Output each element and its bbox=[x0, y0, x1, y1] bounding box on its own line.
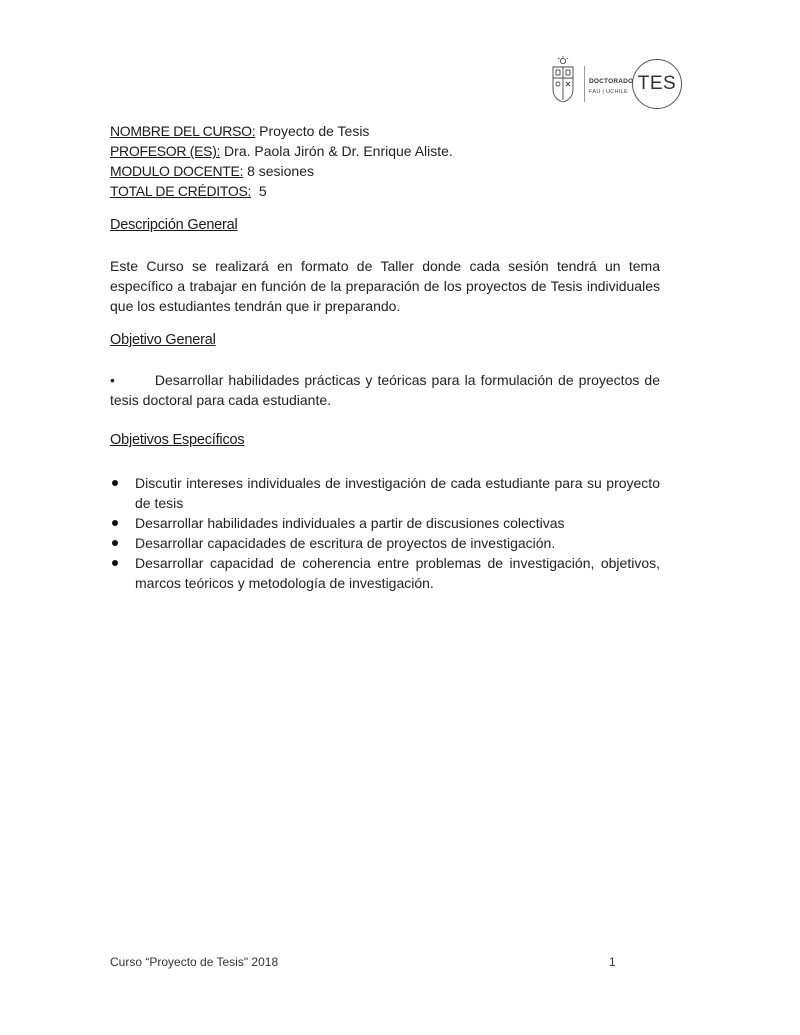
logo-institution: FAU | UCHILE bbox=[589, 89, 628, 95]
bullet-icon bbox=[112, 520, 118, 526]
professor-row bbox=[110, 141, 453, 161]
tes-badge bbox=[632, 59, 682, 109]
course-name-label: NOMBRE DEL CURSO: bbox=[110, 123, 256, 139]
credits-value: 5 bbox=[251, 183, 267, 199]
page-number: 1 bbox=[609, 955, 616, 969]
list-item bbox=[110, 553, 660, 593]
specific-objectives-heading: Objetivos Específicos bbox=[110, 432, 245, 448]
bullet-icon bbox=[112, 560, 118, 566]
doctorado-logo bbox=[548, 56, 684, 114]
course-name-value: Proyecto de Tesis bbox=[255, 123, 370, 139]
module-label: MODULO DOCENTE: bbox=[110, 163, 244, 179]
logo-program-name: DOCTORADO bbox=[589, 78, 634, 85]
general-description-text: Este Curso se realizará en formato de Taller donde cada sesión tendrá un tema específico a trabajar en función de la preparación de los proyectos de Tesis individuales que los estudiantes tendrán que ir preparando. bbox=[110, 258, 660, 314]
footer-course-title: Curso “Proyecto de Tesis" 2018 bbox=[110, 955, 279, 969]
module-row bbox=[110, 161, 453, 181]
general-objective-heading: Objetivo General bbox=[110, 332, 216, 348]
list-item-text: Desarrollar capacidades de escritura de proyectos de investigación. bbox=[135, 535, 556, 551]
list-item-text: Desarrollar habilidades individuales a partir de discusiones colectivas bbox=[135, 515, 565, 531]
list-item bbox=[110, 473, 660, 513]
logo-divider bbox=[584, 66, 585, 102]
general-objective-text: Desarrollar habilidades prácticas y teóricas para la formulación de proyectos de tesis doctoral para cada estudiante. bbox=[110, 372, 660, 408]
professor-value: Dra. Paola Jirón & Dr. Enrique Aliste. bbox=[220, 143, 453, 159]
list-item bbox=[110, 513, 660, 533]
module-value: 8 sesiones bbox=[243, 163, 315, 179]
credits-row bbox=[110, 181, 453, 201]
specific-objectives-list bbox=[110, 473, 660, 593]
general-objective-bullet: • bbox=[110, 372, 115, 388]
course-info bbox=[110, 121, 453, 201]
credits-label: TOTAL DE CRÉDITOS: bbox=[110, 183, 252, 199]
general-objective-paragraph bbox=[110, 370, 660, 410]
general-description-heading: Descripción General bbox=[110, 217, 238, 233]
list-item-text: Discutir intereses individuales de investigación de cada estudiante para su proyecto de tesis bbox=[135, 475, 660, 511]
bullet-icon bbox=[112, 540, 118, 546]
professor-label: PROFESOR (ES): bbox=[110, 143, 221, 159]
list-item bbox=[110, 533, 660, 553]
university-shield-icon bbox=[548, 56, 578, 104]
list-item-text: Desarrollar capacidad de coherencia entre problemas de investigación, objetivos, marcos teóricos y metodología de investigación. bbox=[135, 555, 660, 591]
tes-badge-label: TES bbox=[637, 73, 677, 94]
course-name-row bbox=[110, 121, 453, 141]
bullet-icon bbox=[112, 480, 118, 486]
